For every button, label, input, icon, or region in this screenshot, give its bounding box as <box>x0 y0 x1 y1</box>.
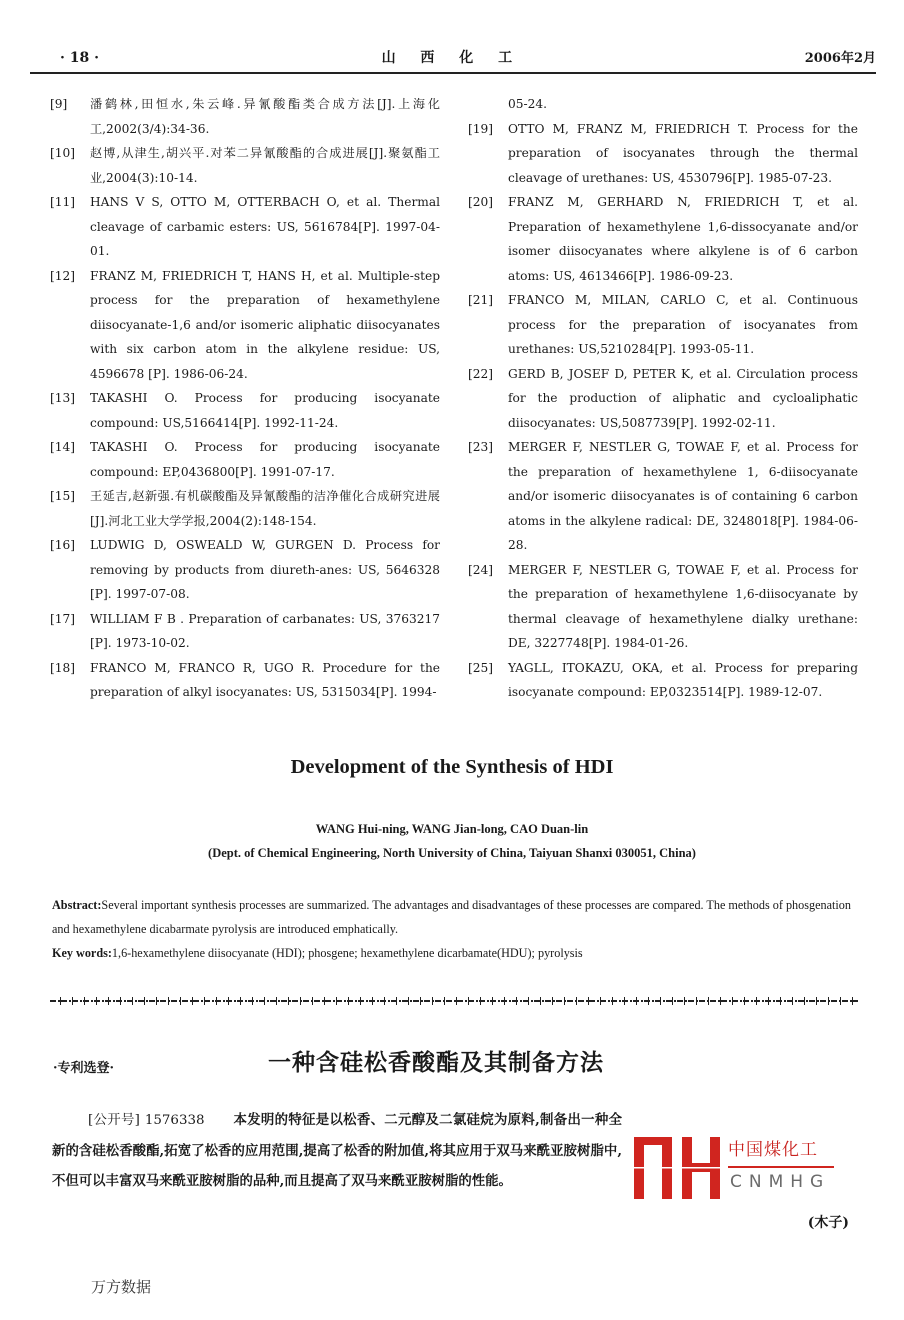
english-affiliation: (Dept. of Chemical Engineering, North University of China, Taiyuan Shanxi 030051, China) <box>208 846 696 860</box>
reference-item: [13] TAKASHI O. Process for producing isocyanate compound: US,5166414[P]. 1992-11-24. <box>50 391 440 430</box>
keywords-paragraph <box>52 941 852 965</box>
reference-item: [14] TAKASHI O. Process for producing isocyanate compound: EP,0436800[P]. 1991-07-17. <box>50 440 440 479</box>
keywords-label: Key words: <box>52 946 112 960</box>
reference-item: [20] FRANZ M, GERHARD N, FRIEDRICH T, et al. Preparation of hexamethylene 1,6-dissocyanate and/or isomer diisocyanates where alkylene is of 6 carbon atoms: US, 4613466[P]. 1986-09-23. <box>468 195 858 283</box>
reference-item: [23] MERGER F, NESTLER G, TOWAE F, et al. Process for the preparation of hexamethylene 1, 6-diisocyanate and/or isomeric diisocyanates is of containing 6 carbon atoms in the alkylene radical: DE, 3248018[P]. 1984-06-28. <box>468 440 858 552</box>
reference-item: [15] 王延吉,赵新强.有机碳酸酯及异氰酸酯的洁净催化合成研究进展[J].河北工业大学学报,2004(2):148-154. <box>50 489 440 528</box>
header-rule <box>30 72 876 74</box>
english-abstract <box>52 893 852 965</box>
patent-title: 一种含硅松香酸酯及其制备方法 <box>268 1049 604 1076</box>
reference-item: [24] MERGER F, NESTLER G, TOWAE F, et al. Process for the preparation of hexamethylene 1,6-diisocyanate by thermal cleavage of hexamethylene dialky urethane: DE, 3227748[P]. 1984-01-26. <box>468 562 858 650</box>
journal-name: 山 西 化 工 <box>381 50 523 66</box>
reference-item: [21] FRANCO M, MILAN, CARLO C, et al. Continuous process for the preparation of isocyanates from urethanes: US,5210284[P]. 1993-05-11. <box>468 293 858 356</box>
section-separator <box>50 1000 858 1002</box>
publication-label: [公开号] <box>88 1113 140 1128</box>
watermark-rule <box>728 1166 834 1168</box>
reference-item: [25] YAGLL, ITOKAZU, OKA, et al. Process for preparing isocyanate compound: EP,0323514[P]. 1989-12-07. <box>468 660 858 699</box>
reference-continuation: 05-24. <box>508 97 548 111</box>
abstract-label: Abstract: <box>52 898 102 912</box>
patent-description: 本发明的特征是以松香、二元醇及二氯硅烷为原料,制备出一种全新的含硅松香酸酯,拓宽了松香的应用范围,提高了松香的附加值,将其应用于双马来酰亚胺树脂中,不但可以丰富双马来酰亚胺树脂的品种,而且提高了双马来酰亚胺树脂的性能。 <box>52 1112 622 1189</box>
reference-item: [18] FRANCO M, FRANCO R, UGO R. Procedure for the preparation of alkyl isocyanates: US, 5315034[P]. 1994- <box>50 660 440 699</box>
references-right-column <box>468 92 858 705</box>
column-tag: ·专利选登· <box>53 1061 115 1076</box>
page-number: · 18 · <box>60 50 99 66</box>
abstract-paragraph <box>52 893 852 941</box>
reference-item: [10] 赵博,从津生,胡兴平.对苯二异氰酸酯的合成进展[J].聚氨酯工业,2004(3):10-14. <box>50 146 440 185</box>
watermark-logo <box>634 1137 854 1201</box>
reference-item: [17] WILLIAM F B . Preparation of carbanates: US, 3763217 [P]. 1973-10-02. <box>50 611 440 650</box>
author-signature: (木子) <box>807 1215 849 1231</box>
patent-body <box>52 1105 854 1205</box>
reference-item: [9] 潘鹤林,田恒水,朱云峰.异氰酸酯类合成方法[J].上海化工,2002(3/4):34-36. <box>50 97 440 136</box>
source-footer: 万方数据 <box>91 1278 152 1296</box>
publication-number: 1576338 <box>144 1113 205 1128</box>
reference-item: [12] FRANZ M, FRIEDRICH T, HANS H, et al. Multiple-step process for the preparation of hexamethylene diisocyanate-1,6 and/or isomeric aliphatic diisocyanates with six carbon atom in the alkylene residue: US, 4596678 [P]. 1986-06-24. <box>50 268 440 381</box>
reference-item: [22] GERD B, JOSEF D, PETER K, et al. Circulation process for the production of aliphatic and cycloaliphatic diisocyanates: US,5087739[P]. 1992-02-11. <box>468 366 858 430</box>
cnmhg-logo-icon <box>634 1137 720 1199</box>
keywords-text: 1,6-hexamethylene diisocyanate (HDI); phosgene; hexamethylene dicarbamate(HDU); pyrolysis <box>111 946 583 960</box>
reference-item: [11] HANS V S, OTTO M, OTTERBACH O, et al. Thermal cleavage of carbamic esters: US, 5616784[P]. 1997-04-01. <box>50 195 440 258</box>
watermark-cn-text: 中国煤化工 <box>728 1140 818 1160</box>
reference-item: [19] OTTO M, FRANZ M, FRIEDRICH T. Process for the preparation of isocyanates through the thermal cleavage of urethanes: US, 4530796[P]. 1985-07-23. <box>468 121 858 185</box>
references-left-column <box>50 92 440 705</box>
abstract-text: Several important synthesis processes are summarized. The advantages and disadvantages of these processes are compared. The methods of phosgenation and hexamethylene dicabarmate pyrolysis are introduced emphatically. <box>52 898 851 936</box>
reference-item: [16] LUDWIG D, OSWEALD W, GURGEN D. Process for removing by products from diureth-anes: US, 5646328 [P]. 1997-07-08. <box>50 538 440 601</box>
issue-date: 2006年2月 <box>804 51 876 66</box>
page-header <box>60 47 876 73</box>
english-authors: WANG Hui-ning, WANG Jian-long, CAO Duan-lin <box>315 822 589 836</box>
english-title: Development of the Synthesis of HDI <box>290 756 614 778</box>
watermark-en-text: CNMHG <box>730 1172 831 1192</box>
